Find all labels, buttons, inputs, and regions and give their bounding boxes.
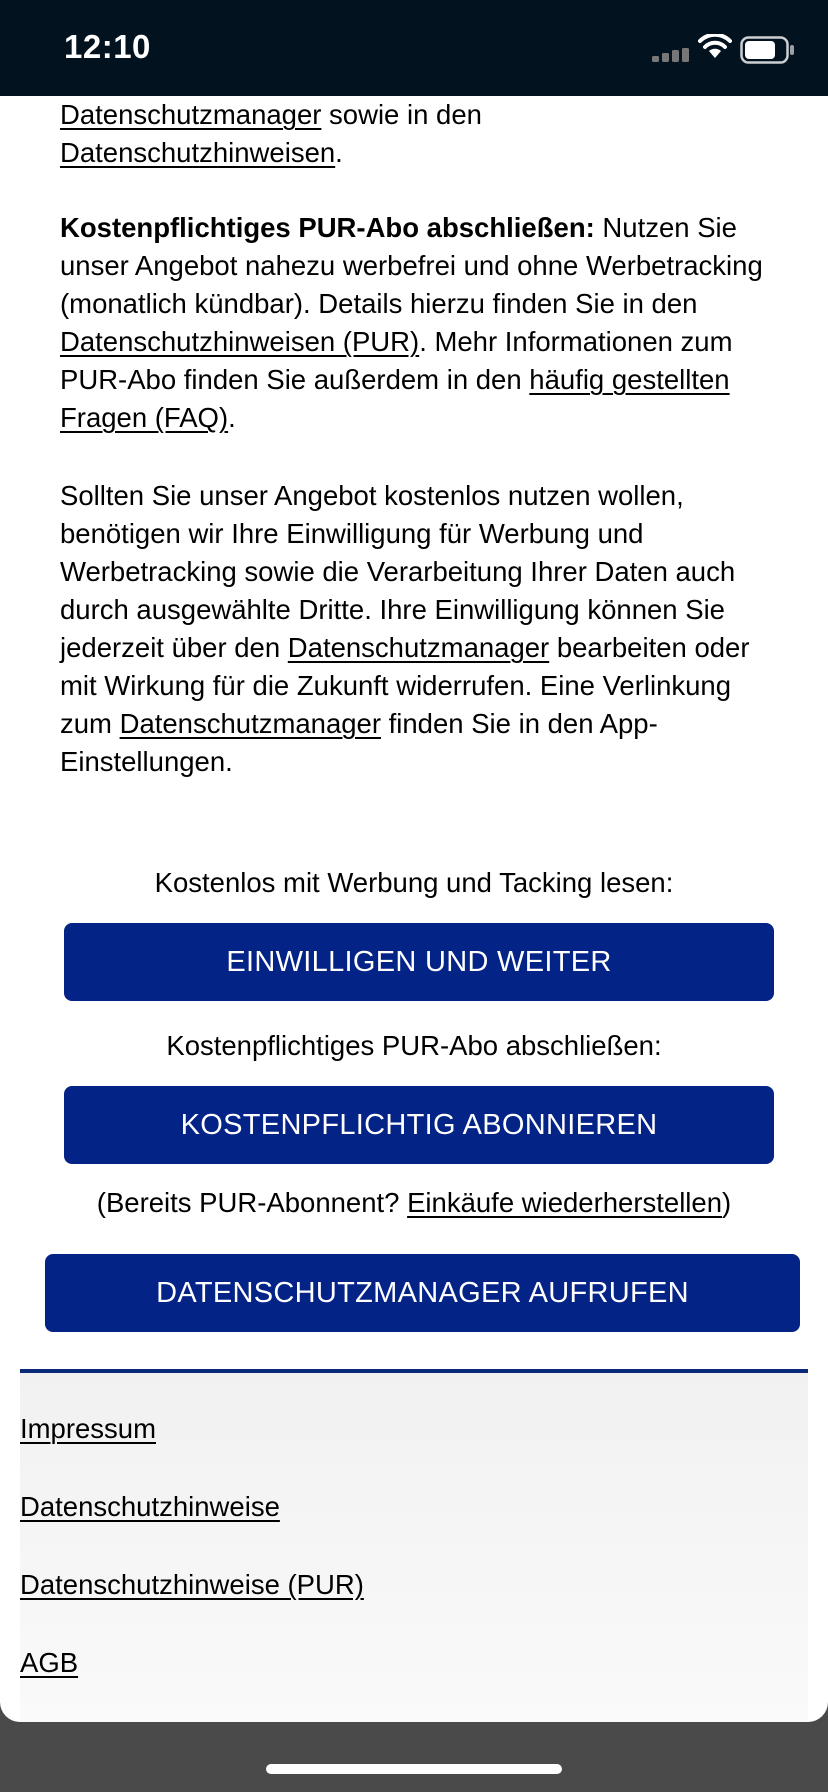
subscribe-button[interactable]: KOSTENPFLICHTIG ABONNIEREN — [64, 1086, 774, 1164]
pur-text-2: . Mehr Informationen zum PUR-Abo finden Sie außerdem in den — [60, 326, 733, 395]
intro-tail-paragraph — [60, 96, 482, 172]
datenschutzhinweise-pur-link[interactable]: Datenschutzhinweisen (PUR) — [60, 326, 420, 357]
datenschutzmanager-link-2[interactable]: Datenschutzmanager — [287, 632, 550, 663]
pur-text-3: . — [228, 402, 236, 433]
pur-heading: Kostenpflichtiges PUR-Abo abschließen: — [60, 212, 595, 243]
cellular-signal-icon — [652, 48, 692, 62]
datenschutzmanager-link-3[interactable]: Datenschutzmanager — [119, 708, 381, 739]
battery-icon — [740, 36, 796, 64]
free-text-3: finden Sie in den App-Einstellungen. — [60, 708, 658, 777]
datenschutzmanager-link[interactable]: Datenschutzmanager — [60, 99, 322, 130]
paid-caption: Kostenpflichtiges PUR-Abo abschließen: — [166, 1030, 662, 1061]
free-text-2: bearbeiten oder mit Wirkung für die Zukunft widerrufen. Eine Verlinkung zum — [60, 632, 750, 739]
status-bar — [0, 0, 828, 96]
pur-paragraph — [60, 209, 770, 437]
restore-purchases-line — [0, 1184, 828, 1222]
footer — [20, 1369, 808, 1722]
home-indicator[interactable] — [266, 1764, 562, 1774]
privacy-manager-button[interactable]: DATENSCHUTZMANAGER AUFRUFEN — [45, 1254, 800, 1332]
footer-link-datenschutzhinweise-pur[interactable]: Datenschutzhinweise (PUR) — [20, 1569, 364, 1600]
intro-text: sowie in den — [321, 99, 482, 130]
consent-button[interactable]: EINWILLIGEN UND WEITER — [64, 923, 774, 1001]
footer-link-agb[interactable]: AGB — [20, 1647, 79, 1678]
restore-purchases-link[interactable]: Einkäufe wiederherstellen — [407, 1187, 723, 1218]
restore-suffix: ) — [722, 1187, 732, 1218]
free-paragraph — [60, 477, 770, 781]
consent-sheet — [0, 96, 828, 1722]
datenschutzhinweise-link[interactable]: Datenschutzhinweisen — [60, 137, 336, 168]
faq-link[interactable]: häufig gestellten Fragen (FAQ) — [60, 364, 730, 433]
restore-prefix: (Bereits PUR-Abonnent? — [96, 1187, 408, 1218]
wifi-icon — [698, 34, 732, 60]
footer-link-datenschutzhinweise[interactable]: Datenschutzhinweise — [20, 1491, 280, 1522]
free-caption: Kostenlos mit Werbung und Tacking lesen: — [154, 867, 674, 898]
free-text-1: Sollten Sie unser Angebot kostenlos nutzen wollen, benötigen wir Ihre Einwilligung für Werbung und Werbetracking sowie die Verarbeitung Ihrer Daten auch durch ausgewählte Dritte. Ihre Einwilligung können Sie jederzeit über den — [60, 480, 736, 663]
pur-text-1: Nutzen Sie unser Angebot nahezu werbefrei und ohne Werbetracking (monatlich kündbar). Details hierzu finden Sie in den — [60, 212, 763, 319]
footer-link-impressum[interactable]: Impressum — [20, 1413, 156, 1444]
intro-end: . — [335, 137, 343, 168]
status-time: 12:10 — [64, 28, 151, 65]
